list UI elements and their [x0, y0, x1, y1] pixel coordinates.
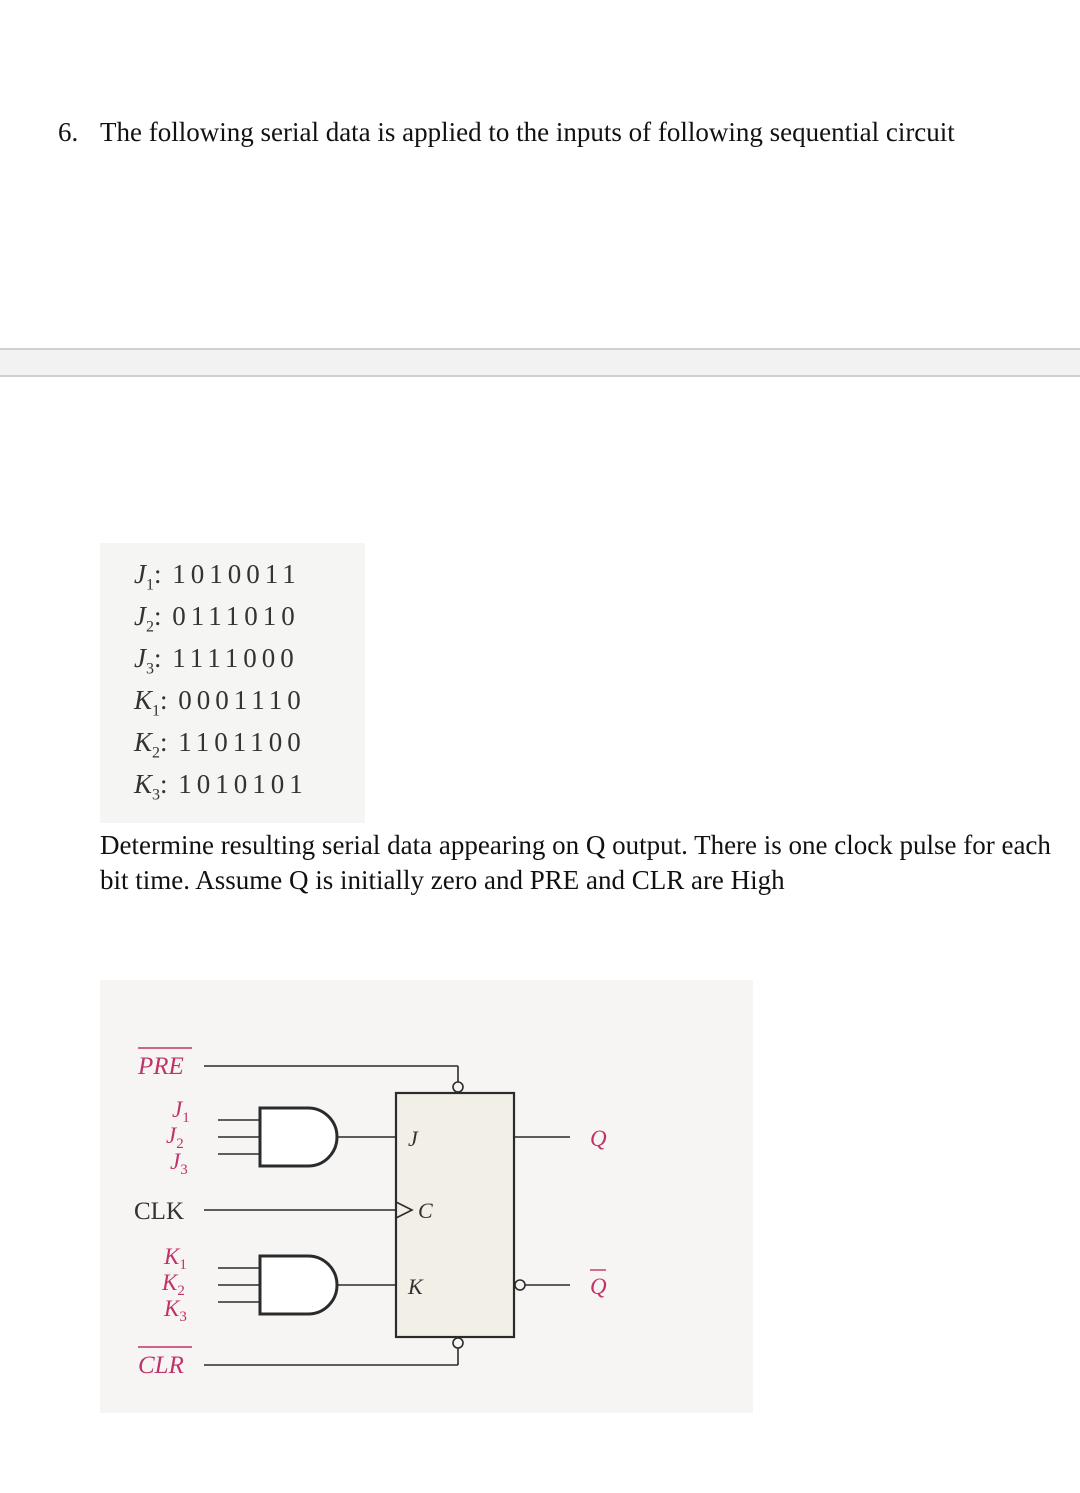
serial-data-row: $K_1$: 0001110	[134, 685, 306, 720]
ff-k-label: K	[408, 1274, 423, 1299]
qbar-label: Q	[590, 1274, 607, 1299]
j3-label: $J_3$	[170, 1149, 188, 1178]
k1-label: $K_1$	[164, 1244, 187, 1273]
serial-data-panel	[100, 543, 365, 823]
j-and-gate	[260, 1108, 337, 1166]
qbar-bubble	[515, 1280, 525, 1290]
q-label: Q	[590, 1126, 607, 1151]
serial-data-row: $J_2$: 0111010	[134, 601, 300, 636]
clr-label: CLR	[138, 1352, 184, 1379]
serial-data-row: $K_3$: 1010101	[134, 769, 308, 804]
section-divider	[0, 348, 1080, 377]
j1-label: $J_1$	[172, 1097, 190, 1126]
k3-label: $K_3$	[164, 1296, 187, 1325]
instructions-text: Determine resulting serial data appearing on Q output. There is one clock pulse for each bit time. Assume Q is initially zero and PRE and CLR are High	[100, 830, 1051, 895]
serial-data-row: $J_3$: 1111000	[134, 643, 299, 678]
circuit-diagram	[100, 980, 753, 1413]
question-text	[58, 112, 1058, 152]
k-and-gate	[260, 1256, 337, 1314]
clr-bubble	[453, 1338, 463, 1348]
ff-c-label: C	[418, 1198, 433, 1223]
question-body: The following serial data is applied to the inputs of following sequential circuit	[100, 117, 955, 147]
j2-label: $J_2$	[166, 1123, 184, 1152]
serial-data-row: $K_2$: 1101100	[134, 727, 306, 762]
k2-label: $K_2$	[162, 1270, 185, 1299]
ff-j-label: J	[408, 1126, 418, 1151]
jk-flip-flop-schematic	[100, 980, 753, 1413]
question-number: 6.	[58, 117, 79, 147]
pre-label: PRE	[138, 1053, 184, 1080]
clk-label: CLK	[134, 1198, 184, 1225]
serial-data-row: $J_1$: 1010011	[134, 559, 301, 594]
pre-bubble	[453, 1082, 463, 1092]
